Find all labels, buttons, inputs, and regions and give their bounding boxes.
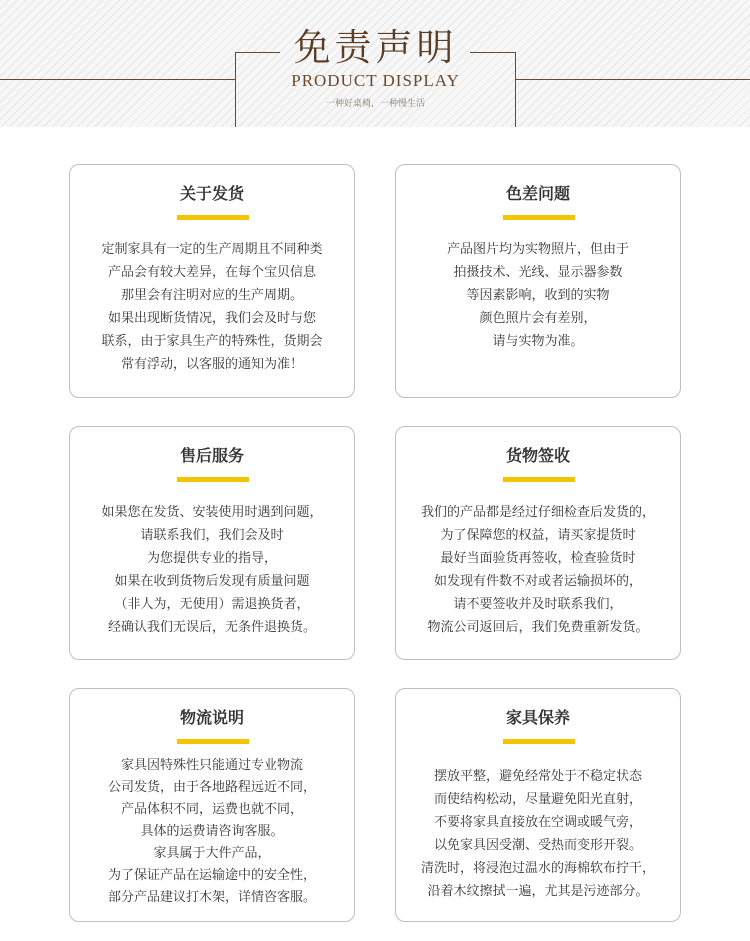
card-line: 经确认我们无误后，无条件退换货。 xyxy=(107,620,316,635)
card-furniture-care xyxy=(395,688,681,922)
card-body xyxy=(78,755,346,909)
card-title: 物流说明 xyxy=(179,708,244,727)
card-line: 请不要签收并及时联系我们， xyxy=(453,597,623,612)
card-body xyxy=(78,238,346,376)
card-line: 摆放平整，避免经常处于不稳定状态 xyxy=(433,769,642,784)
card-line: 具体的运费请咨询客服。 xyxy=(140,824,284,839)
card-line: 沿着木纹擦拭一遍，尤其是污迹部分。 xyxy=(427,884,649,899)
card-line: 为您提供专业的指导， xyxy=(146,551,277,566)
card-line: 不要将家具直接放在空调或暖气旁， xyxy=(433,815,642,830)
card-body xyxy=(404,238,672,353)
card-accent-bar xyxy=(503,739,575,744)
page-title: 免责声明 xyxy=(293,26,458,69)
card-line: （非人为，无使用）需退换货者， xyxy=(114,597,310,612)
card-body xyxy=(78,501,346,639)
card-line: 我们的产品都是经过仔细检查后发货的， xyxy=(420,505,655,520)
card-line: 联系，由于家具生产的特殊性，货期会 xyxy=(101,334,323,349)
card-accent-bar xyxy=(177,477,249,482)
card-after-sales xyxy=(69,426,355,660)
card-body xyxy=(404,765,672,903)
card-line: 家具属于大件产品， xyxy=(153,846,271,861)
card-title: 售后服务 xyxy=(179,446,244,465)
card-title: 家具保养 xyxy=(505,708,570,727)
header-banner xyxy=(0,0,750,127)
card-line: 请与实物为准。 xyxy=(492,334,584,349)
card-accent-bar xyxy=(177,739,249,744)
card-line: 以免家具因受潮、受热而变形开裂。 xyxy=(433,838,642,853)
banner-rule-left xyxy=(0,79,235,80)
card-line: 产品会有较大差异，在每个宝贝信息 xyxy=(107,265,316,280)
banner-rule-right xyxy=(515,79,750,80)
card-line: 为了保证产品在运输途中的安全性， xyxy=(107,868,316,883)
page-slogan: 一种好桌椅，一种慢生活 xyxy=(325,99,425,109)
card-line: 而使结构松动，尽量避免阳光直射， xyxy=(433,792,642,807)
card-title: 关于发货 xyxy=(179,184,244,203)
card-line: 如果出现断货情况，我们会及时与您 xyxy=(107,311,316,326)
card-shipping xyxy=(69,164,355,398)
card-line: 如发现有件数不对或者运输损坏的， xyxy=(433,574,642,589)
card-accent-bar xyxy=(177,215,249,220)
card-accent-bar xyxy=(503,477,575,482)
card-line: 部分产品建议打木架，详情咨客服。 xyxy=(107,890,316,905)
card-line: 如果在收到货物后发现有质量问题 xyxy=(114,574,310,589)
card-line: 颜色照片会有差别， xyxy=(479,311,597,326)
card-line: 请联系我们，我们会及时 xyxy=(140,528,284,543)
card-line: 那里会有注明对应的生产周期。 xyxy=(120,288,303,303)
card-line: 产品体积不同，运费也就不同， xyxy=(120,802,303,817)
card-line: 家具因特殊性只能通过专业物流 xyxy=(120,758,303,773)
card-color-difference xyxy=(395,164,681,398)
card-line: 物流公司返回后，我们免费重新发货。 xyxy=(427,620,649,635)
card-line: 常有浮动，以客服的通知为准！ xyxy=(120,357,303,372)
card-line: 拍摄技术、光线、显示器参数 xyxy=(453,265,623,280)
card-line: 清洗时，将浸泡过温水的海棉软布拧干， xyxy=(420,861,655,876)
card-title: 色差问题 xyxy=(505,184,570,203)
card-line: 产品图片均为实物照片，但由于 xyxy=(446,242,629,257)
card-line: 为了保障您的权益，请买家提货时 xyxy=(440,528,636,543)
card-line: 定制家具有一定的生产周期且不同种类 xyxy=(101,242,323,257)
card-logistics xyxy=(69,688,355,922)
page-subtitle: PRODUCT DISPLAY xyxy=(291,71,460,90)
card-line: 如果您在发货、安装使用时遇到问题， xyxy=(101,505,323,520)
card-line: 等因素影响，收到的实物 xyxy=(466,288,610,303)
card-title: 货物签收 xyxy=(505,446,570,465)
card-line: 公司发货，由于各地路程远近不同， xyxy=(107,780,316,795)
card-line: 最好当面验货再签收，检查验货时 xyxy=(440,551,636,566)
card-goods-receipt xyxy=(395,426,681,660)
card-body xyxy=(404,501,672,639)
card-accent-bar xyxy=(503,215,575,220)
